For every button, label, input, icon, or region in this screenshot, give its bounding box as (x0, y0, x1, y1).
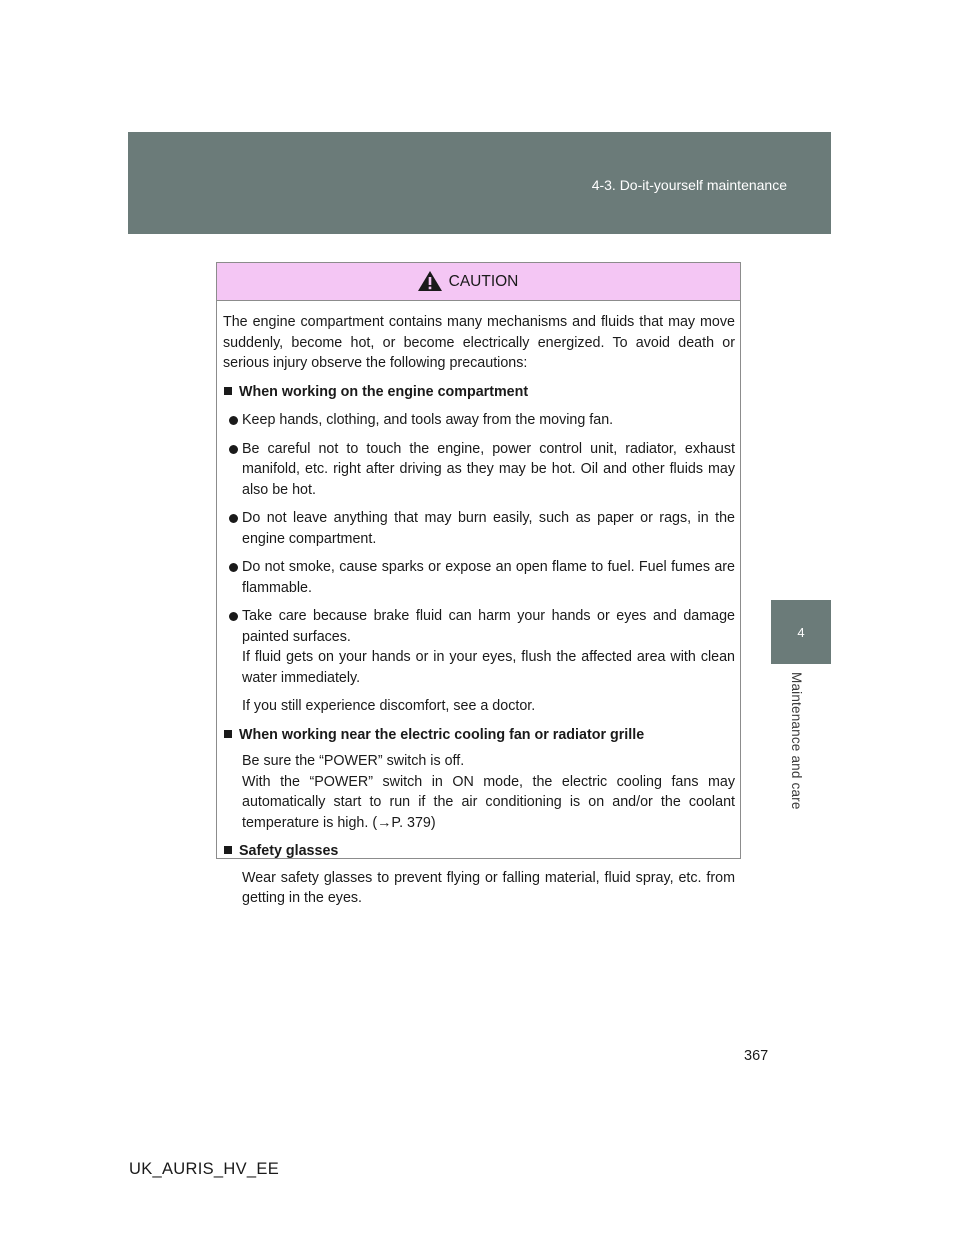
caution-body (217, 301, 740, 909)
page-number: 367 (744, 1048, 769, 1064)
header-band (128, 132, 831, 234)
square-bullet-icon (224, 730, 232, 738)
list-item: Keep hands, clothing, and tools away from the moving fan. (223, 410, 735, 431)
bullet-dot-icon (229, 445, 238, 454)
section-text: Wear safety glasses to prevent flying or falling material, fluid spray, etc. from getting in the eyes. (242, 869, 735, 906)
caution-title: CAUTION (448, 272, 519, 290)
list-item: Do not leave anything that may burn easily, such as paper or rags, in the engine compartment. (223, 508, 735, 549)
square-bullet-icon (224, 387, 232, 395)
square-bullet-icon (224, 846, 232, 854)
section-engine-compartment (223, 382, 735, 717)
list-item: Take care because brake fluid can harm your hands or eyes and damage painted surfaces. If fluid gets on your hands or in your eyes, flush the affected area with clean water immediately. If you still experience discomfort, see a doctor. (223, 606, 735, 717)
chapter-label: Maintenance and care (789, 672, 804, 810)
list-item: Be careful not to touch the engine, power control unit, radiator, exhaust manifold, etc. right after driving as they may be hot. Oil and other fluids may also be hot. (223, 439, 735, 501)
chapter-number: 4 (797, 624, 805, 640)
section-title: When working near the electric cooling fan or radiator grille (223, 725, 735, 746)
list-item: Do not smoke, cause sparks or expose an open flame to fuel. Fuel fumes are flammable. (223, 557, 735, 598)
bullet-dot-icon (229, 416, 238, 425)
section-text: Be sure the “POWER” switch is off. With the “POWER” switch in ON mode, the electric cooling fans may automatically start to run if the air conditioning is on and/or the coolant temperature is high. (→P. 379) (242, 753, 735, 831)
warning-icon (417, 270, 443, 292)
section-title: When working on the engine compartment (223, 382, 735, 403)
bullet-dot-icon (229, 612, 238, 621)
caution-intro: The engine compartment contains many mechanisms and fluids that may move suddenly, become hot, or become electrically energized. To avoid death or serious injury observe the following precautions: (223, 314, 735, 371)
caution-header (217, 263, 740, 301)
section-cooling-fan (223, 725, 735, 834)
bullet-dot-icon (229, 514, 238, 523)
document-code: UK_AURIS_HV_EE (129, 1160, 280, 1178)
caution-box (216, 262, 741, 906)
bullet-dot-icon (229, 563, 238, 572)
section-title: 4-3. Do-it-yourself maintenance (591, 177, 787, 193)
chapter-tab (771, 600, 831, 664)
section-title: Safety glasses (223, 841, 735, 862)
section-safety-glasses (223, 841, 735, 909)
